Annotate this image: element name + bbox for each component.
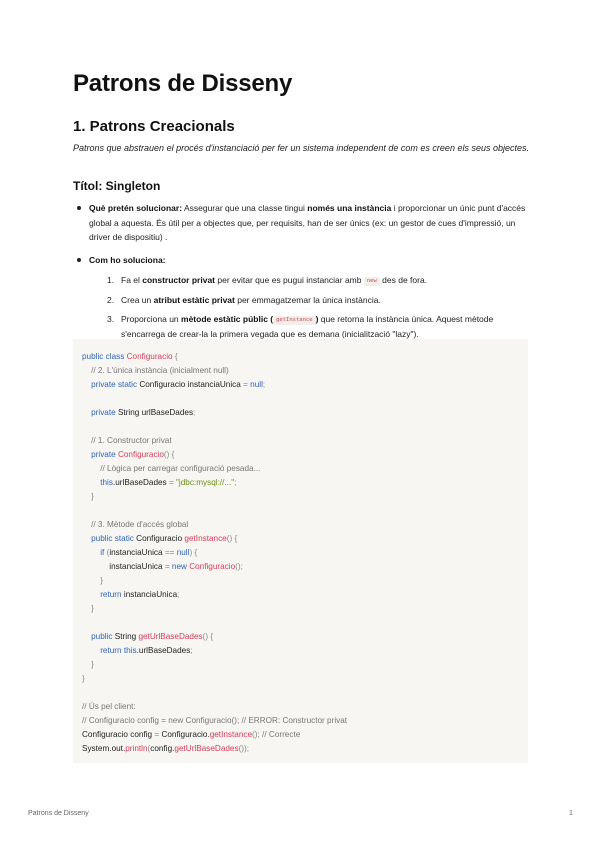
bullet-dot-icon	[77, 206, 81, 210]
code-line	[82, 728, 519, 742]
step-text: des de fora.	[379, 275, 428, 285]
code-token: // Lògica per carregar configuració pesada...	[82, 464, 261, 473]
step-emphasis: mètode estàtic públic (	[181, 314, 274, 324]
code-token: }	[82, 604, 94, 613]
code-token: public class	[82, 352, 127, 361]
code-token: // Configuracio config = new Configuracio(); // ERROR: Constructor privat	[82, 716, 348, 725]
inline-code: new	[364, 277, 380, 286]
code-line	[82, 686, 519, 700]
code-token: new	[171, 562, 190, 571]
code-line	[82, 434, 519, 448]
code-token: }	[82, 674, 85, 683]
code-token: // Correcte	[262, 730, 301, 739]
code-token: String urlBaseDades	[117, 408, 194, 417]
step-number: 3.	[107, 314, 115, 324]
pattern-description	[73, 201, 528, 341]
code-token: // 2. L'única instància (inicialment null)	[82, 366, 229, 375]
code-token: if	[82, 548, 107, 557]
bullet-dot-icon	[77, 258, 81, 262]
code-line	[82, 714, 519, 728]
problem-emphasis: només una instància	[307, 203, 392, 213]
code-token: getUrlBaseDades	[174, 744, 239, 753]
step-text: Fa el	[121, 275, 143, 285]
code-line	[82, 560, 519, 574]
code-token: }	[82, 576, 103, 585]
code-token: ();	[252, 730, 263, 739]
code-token: {	[172, 352, 178, 361]
step-emphasis: constructor privat	[142, 275, 216, 285]
step-number: 1.	[107, 275, 115, 285]
problem-text-b: i proporcionar un únic punt d'accés global a aquesta. És útil per a objectes que, per requisits, han de ser únics (ex: un gestor de cues d'impressió, un driver de dispositiu) .	[89, 203, 526, 242]
code-line	[82, 406, 519, 420]
code-token: getInstance	[184, 534, 227, 543]
problem-bullet	[73, 201, 528, 245]
code-token: this	[82, 478, 113, 487]
code-token: ==	[164, 548, 177, 557]
code-line	[82, 658, 519, 672]
code-token: () {	[163, 450, 175, 459]
code-token: =	[168, 478, 176, 487]
code-token: config.	[150, 744, 175, 753]
solution-step	[89, 273, 528, 288]
code-token: public	[82, 632, 115, 641]
code-line	[82, 476, 519, 490]
code-token: getInstance	[209, 730, 253, 739]
code-token: "jdbc:mysql://..."	[176, 478, 235, 487]
step-emphasis: )	[315, 314, 319, 324]
code-token: ());	[238, 744, 250, 753]
section-intro: Patrons que abstrauen el procés d'instanciació per fer un sistema independent de com es creen els seus objectes.	[73, 143, 529, 153]
code-token: ();	[235, 562, 243, 571]
code-token: Configuracio	[117, 450, 164, 459]
inline-code: getInstance	[273, 316, 315, 325]
footer-title: Patrons de Disseny	[28, 810, 89, 817]
code-line	[82, 490, 519, 504]
code-token: Configuracio	[126, 352, 173, 361]
code-line	[82, 700, 519, 714]
section-heading: 1. Patrons Creacionals	[73, 118, 235, 135]
code-line	[82, 378, 519, 392]
code-line	[82, 630, 519, 644]
step-text: Proporciona un	[121, 314, 182, 324]
code-line	[82, 392, 519, 406]
code-block[interactable]	[73, 339, 528, 763]
problem-label: Què pretén solucionar:	[89, 203, 183, 213]
code-token: instanciaUnica	[109, 548, 165, 557]
step-text: Crea un	[121, 294, 154, 305]
code-token: Configuracio config	[82, 730, 155, 739]
code-line	[82, 588, 519, 602]
code-token: Configuracio instanciaUnica	[139, 380, 244, 389]
code-token: // Ús pel client:	[82, 702, 136, 711]
code-token: System.out.	[82, 744, 126, 753]
code-token: .urlBaseDades	[112, 478, 169, 487]
code-line	[82, 350, 519, 364]
code-token: }	[82, 660, 94, 669]
code-line	[82, 602, 519, 616]
code-line	[82, 644, 519, 658]
code-token: private static	[82, 380, 140, 389]
solution-step	[89, 293, 528, 308]
code-line	[82, 364, 519, 378]
code-token: Configuracio	[136, 534, 185, 543]
code-token: ;	[193, 408, 196, 417]
solution-step	[89, 312, 528, 341]
code-token: // 3. Mètode d'accés global	[82, 520, 189, 529]
code-token: null	[250, 380, 263, 389]
code-token: (	[147, 744, 151, 753]
code-line	[82, 742, 519, 756]
step-text: que retorna la instància única. Aquest mètode s'encarrega de crear-la la primera vegada que es demana (inicialització "lazy").	[121, 314, 494, 339]
code-line	[82, 546, 519, 560]
code-token: String	[114, 632, 139, 641]
code-line	[82, 504, 519, 518]
solution-label: Com ho soluciona:	[89, 254, 166, 265]
code-line	[82, 672, 519, 686]
code-token: =	[154, 730, 162, 739]
code-token: ;	[262, 380, 266, 389]
code-token: instanciaUnica	[123, 590, 178, 599]
problem-text-a: Assegurar que una classe tingui	[182, 203, 308, 213]
code-line	[82, 462, 519, 476]
code-line	[82, 532, 519, 546]
code-token: getUrlBaseDades	[138, 632, 203, 641]
code-token: Configuracio	[189, 562, 236, 571]
step-text: per evitar que es pugui instanciar amb	[215, 275, 364, 285]
page-number: 1	[569, 810, 573, 817]
code-token: println	[125, 744, 148, 753]
code-token: private	[82, 450, 118, 459]
subsection-heading: Títol: Singleton	[73, 179, 161, 193]
code-token: =	[164, 562, 172, 571]
code-token: null	[176, 548, 190, 557]
code-line	[82, 574, 519, 588]
code-token: () {	[202, 632, 214, 641]
code-token: () {	[226, 534, 238, 543]
code-token: ) {	[189, 548, 198, 557]
code-token: instanciaUnica	[82, 562, 165, 571]
code-token: ;	[234, 478, 237, 487]
code-line	[82, 420, 519, 434]
step-number: 2.	[107, 294, 115, 305]
code-token: Configuracio.	[161, 730, 210, 739]
code-token: ;	[177, 590, 180, 599]
code-token: return	[82, 590, 124, 599]
solution-steps	[89, 273, 528, 341]
step-text: per emmagatzemar la única instància.	[234, 294, 381, 305]
code-token: (	[106, 548, 110, 557]
code-token: }	[82, 492, 94, 501]
code-line	[82, 518, 519, 532]
solution-bullet	[73, 253, 528, 342]
code-token: return this	[82, 646, 137, 655]
code-token: // 1. Constructor privat	[82, 436, 172, 445]
code-token: .urlBaseDades	[136, 646, 191, 655]
code-token: public static	[82, 534, 137, 543]
code-token: ;	[190, 646, 193, 655]
code-line	[82, 448, 519, 462]
code-token: private	[82, 408, 118, 417]
code-token: =	[243, 380, 251, 389]
page-title: Patrons de Disseny	[73, 70, 293, 97]
step-emphasis: atribut estàtic privat	[153, 294, 235, 305]
code-line	[82, 616, 519, 630]
